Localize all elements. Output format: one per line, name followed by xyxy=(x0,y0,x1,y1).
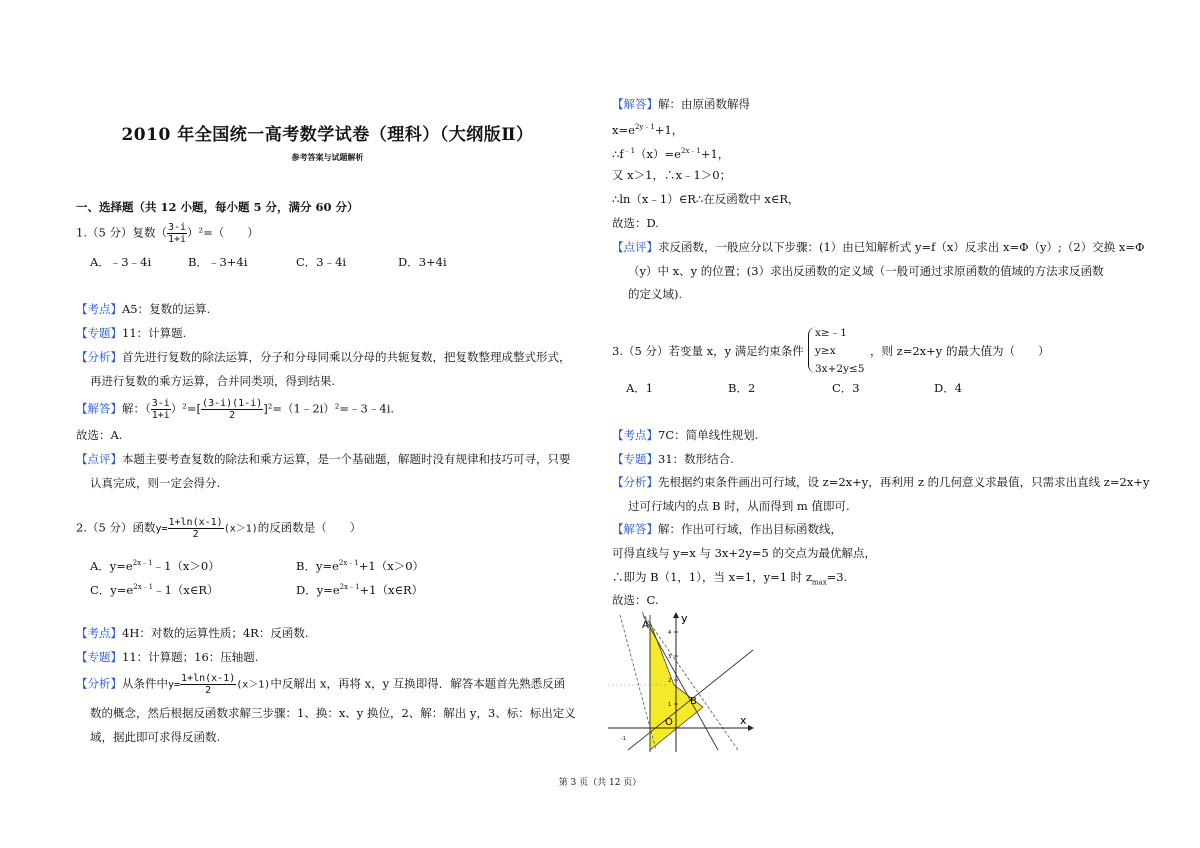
q1-fenxi: 【分析】首先进行复数的除法运算，分子和分母同乘以分母的共轭复数，把复数整理成整式形式， xyxy=(76,350,571,364)
page-subtitle: 参考答案与试题解析 xyxy=(291,152,364,162)
q2-jieda-line3: $\therefore f^{﹣1}(x)=e^{2x﹣1}+1$， xyxy=(612,146,730,161)
q2-dianping: 【点评】求反函数，一般应分以下步骤：(1）由已知解析式 y=f（x）反求出 x=Φ（y）;（2）交换 x=Φ xyxy=(612,240,1145,254)
q3-jieda: 【解答】解：作出可行域，作出目标函数线， xyxy=(612,522,842,536)
q1-option-d: D．3+4i xyxy=(398,255,447,269)
q3-jieda-line2: 可得直线与 y=x 与 3x+2y=5 的交点为最优解点， xyxy=(612,546,876,560)
q2-stem: 2.（5 分）函数y= $\frac{1+\ln(x-1)}{2}$ (x＞1)的反函数是（ ） xyxy=(76,517,362,540)
q3-constraint-1: x≥﹣1 xyxy=(815,327,847,339)
q3-stem-suffix: ，则 z=2x+y 的最大值为（ ） xyxy=(870,344,1050,358)
q3-fenxi-cont: 过可行域内的点 B 时，从而得到 m 值即可. xyxy=(628,499,850,513)
q1-zhuanti: 【专题】11：计算题. xyxy=(76,326,187,340)
q3-option-b: B．2 xyxy=(728,381,756,395)
q1-fenxi-cont: 再进行复数的乘方运算，合并同类项，得到结果. xyxy=(90,374,336,388)
q2-option-c: C．$y=e^{2x﹣1}﹣1(x\in R)$ xyxy=(90,582,219,597)
point-b-label: B xyxy=(690,696,697,707)
q1-dianping-cont: 认真完成，则一定会得分. xyxy=(90,476,221,490)
q1-kaodian: 【考点】A5：复数的运算. xyxy=(76,302,211,316)
y-tick-label-4: 4 xyxy=(668,630,672,636)
q1-fraction: $\frac{3-i}{1+i}$ xyxy=(167,222,187,245)
q3-fenxi: 【分析】先根据约束条件画出可行域，设 z=2x+y，再利用 z 的几何意义求最值，只需求出直线 z=2x+y xyxy=(612,475,1150,489)
q3-option-c: C．3 xyxy=(832,381,860,395)
q3-kaodian: 【考点】7C：简单线性规划. xyxy=(612,428,759,442)
q2-jieda: 【解答】解：由原函数解得 xyxy=(612,97,750,111)
q3-choice: 故选：C. xyxy=(612,593,659,607)
q2-dianping-cont2: 的定义域). xyxy=(628,287,683,301)
section-heading: 一、选择题（共 12 小题，每小题 5 分，满分 60 分） xyxy=(76,200,359,214)
q2-jieda-line2: $x=e^{2y﹣1}+1$， xyxy=(612,122,684,137)
y-tick-label-1: 1 xyxy=(668,702,672,708)
q2-fenxi-cont2: 域，据此即可求得反函数. xyxy=(90,730,221,744)
y-tick-label-2: 2 xyxy=(668,678,672,684)
q1-dianping: 【点评】本题主要考查复数的除法和乘方运算，是一个基础题，解题时没有规律和技巧可寻，只要 xyxy=(76,452,571,466)
q2-option-a: A．$y=e^{2x﹣1}﹣1(x>0)$ xyxy=(90,558,220,573)
q2-option-b: B．$y=e^{2x﹣1}+1(x>0)$ xyxy=(296,558,425,573)
q2-zhuanti: 【专题】11：计算题；16：压轴题. xyxy=(76,650,259,664)
y-axis-arrow xyxy=(673,612,679,618)
q3-feasible-region-graph xyxy=(608,610,758,755)
q3-jieda-line3: ∴即为 B（1，1），当 x=1，y=1 时 $z_{max}=3$. xyxy=(612,570,848,587)
q3-option-a: A．1 xyxy=(626,381,654,395)
q1-option-c: C．3﹣4i xyxy=(296,255,347,269)
q3-stem-prefix: 3.（5 分）若变量 x，y 满足约束条件 xyxy=(612,344,804,358)
q2-jieda-line4: 又 x＞1，∴x﹣1＞0； xyxy=(612,168,732,182)
q2-kaodian: 【考点】4H：对数的运算性质；4R：反函数. xyxy=(76,626,309,640)
q3-zhuanti: 【专题】31：数形结合. xyxy=(612,452,734,466)
x-axis-label: x xyxy=(740,714,747,727)
q1-option-b: B．﹣3+4i xyxy=(188,255,248,269)
page-footer: 第 3 页（共 12 页） xyxy=(558,778,642,788)
q1-jieda: 【解答】解：（ $\frac{3-i}{1+i}$ ）²=[ $\frac{(3-i)(1-i)}{2}$ ]²=（1﹣2i）²=﹣3﹣4i. xyxy=(76,398,395,421)
x-tick-label-neg1: -1 xyxy=(621,736,626,742)
q1-option-a: A．﹣3﹣4i xyxy=(90,255,152,269)
q2-choice: 故选：D. xyxy=(612,216,659,230)
q2-option-d: D．$y=e^{2x﹣1}+1(x\in R)$ xyxy=(296,582,424,597)
y-axis-label: y xyxy=(681,612,688,625)
point-a-label: A xyxy=(642,620,649,631)
origin-label: O xyxy=(665,717,673,728)
q3-constraint-2: y≥x xyxy=(815,345,836,357)
q1-choice: 故选：A. xyxy=(76,428,123,442)
q2-dianping-cont: （y）中 x、y 的位置；(3）求出反函数的定义域（一般可通过求原函数的值域的方法求反函数 xyxy=(628,264,1104,278)
q3-option-d: D．4 xyxy=(934,381,963,395)
q2-jieda-line5: ∴ln（x﹣1）∈R∴在反函数中 x∈R， xyxy=(612,192,800,206)
q2-fenxi-cont: 数的概念，然后根据反函数求解三步骤：1、换：x、y 换位，2、解：解出 y，3、标：标出定义 xyxy=(90,706,576,720)
page-title: 2010 年全国统一高考数学试卷（理科）（大纲版Ⅱ） xyxy=(121,125,534,145)
x-axis-arrow xyxy=(748,725,754,731)
q3-constraint-3: 3x+2y≤5 xyxy=(815,363,865,375)
q1-stem: 1.（5 分）复数（ $\frac{3-i}{1+i}$ ）²=（ ） xyxy=(76,222,259,245)
y-tick-label-3: 3 xyxy=(668,654,672,660)
q2-fenxi: 【分析】从条件中y= $\frac{1+\ln(x-1)}{2}$ (x＞1)中反解出 x，再将 x，y 互换即得．解答本题首先熟悉反函 xyxy=(76,673,566,696)
